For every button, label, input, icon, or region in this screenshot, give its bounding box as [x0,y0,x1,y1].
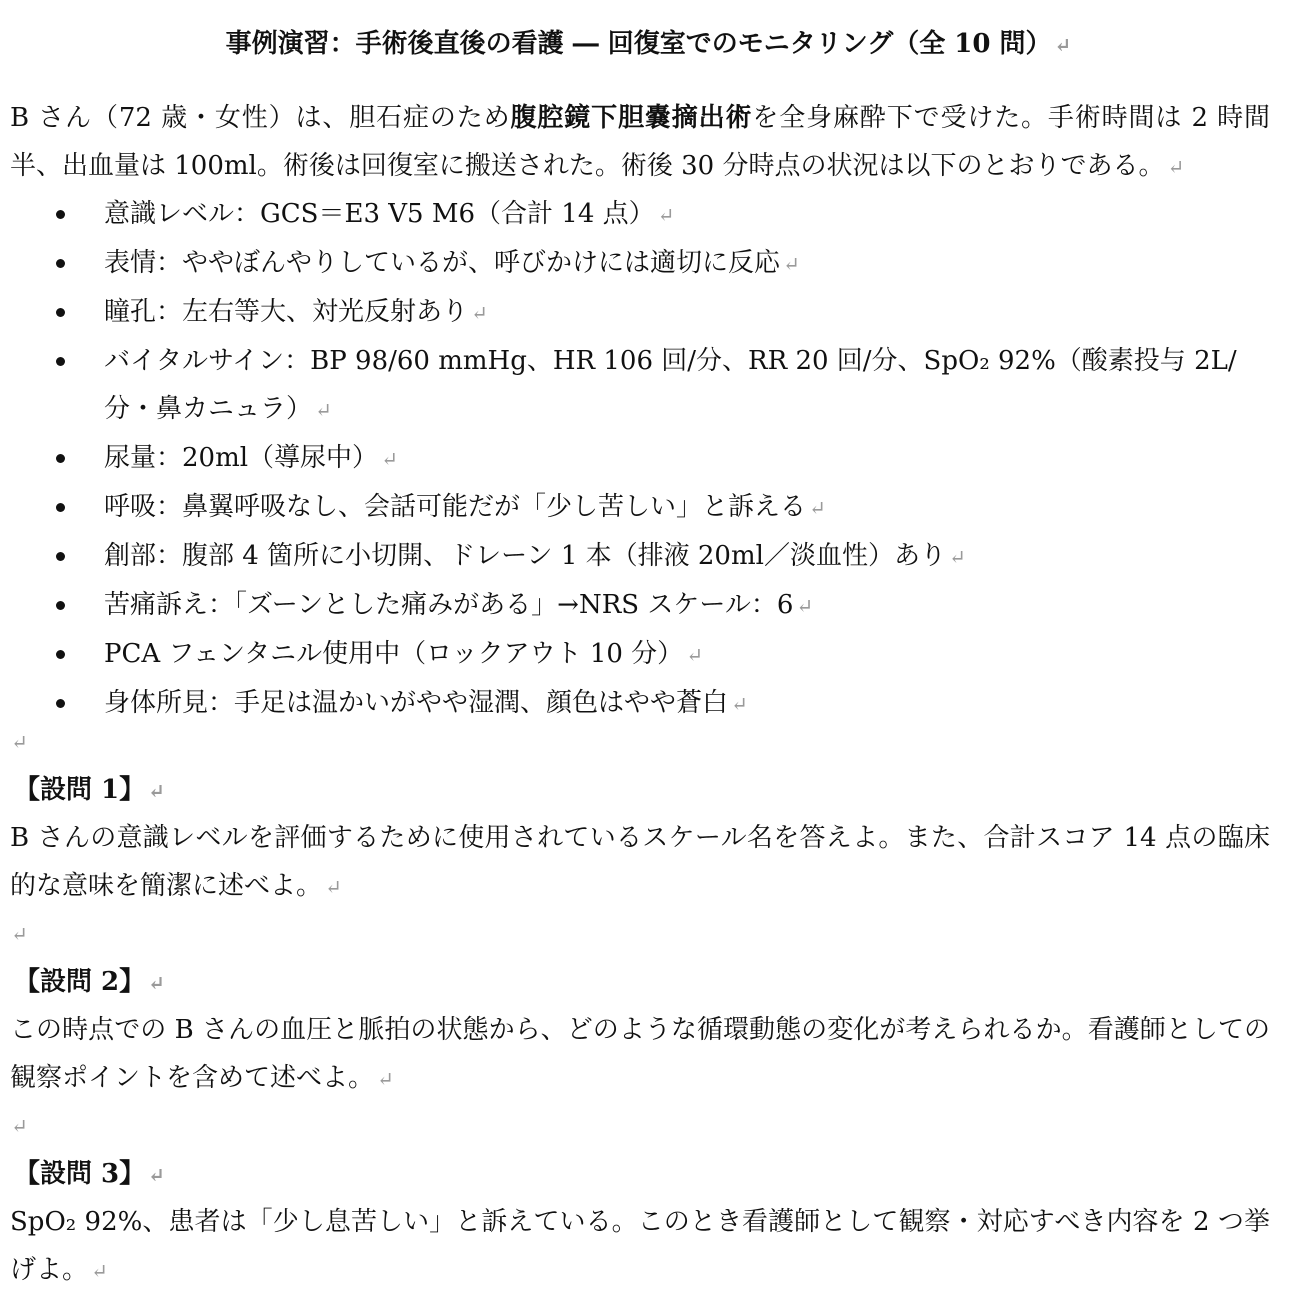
bullet-icon [56,650,65,659]
list-item [0,337,1264,434]
finding-text: 身体所見：手足は温かいがやや湿潤、顔色はやや蒼白 [104,688,729,718]
paragraph-mark: ↵ [148,971,165,995]
case-intro-text-end: を全身麻酔下で受けた。手術時間は 2 時間半、出血量は 100ml。術後は回復室に搬送された。術後 30 分時点の状況は以下のとおりである。 [10,103,1270,181]
question-heading-text: 【設問 2】 [14,967,146,997]
finding-text: 苦痛訴え：「ズーンとした痛みがある」→NRS スケール：6 [104,590,794,620]
question-body: SpO₂ 92%、患者は「少し息苦しい」と訴えている。このとき看護師として観察・対応すべき内容を 2 つ挙げよ。 [10,1207,1270,1285]
finding-text: PCA フェンタニル使用中（ロックアウト 10 分） [104,639,684,669]
bullet-icon [56,210,65,219]
finding-text: バイタルサイン：BP 98/60 mmHg、HR 106 回/分、RR 20 回/分、SpO₂ 92%（酸素投与 2L/分・鼻カニュラ） [104,346,1237,424]
bullet-icon [56,357,65,366]
paragraph-mark: ↵ [731,692,748,716]
case-intro-text: B さん（72 歳・女性）は、胆石症のため [10,103,511,133]
question-1-text [10,814,1270,911]
document-title [0,24,1297,65]
question-2-text [10,1006,1270,1103]
list-item [0,630,1264,679]
list-item [0,679,1264,728]
bullet-icon [56,454,65,463]
finding-text: 創部：腹部 4 箇所に小切開、ドレーン 1 本（排液 20ml／淡血性）あり [104,541,946,571]
finding-text: 表情：ややぼんやりしているが、呼びかけには適切に反応 [104,248,781,278]
findings-list [0,190,1297,728]
question-3-heading [14,1150,165,1199]
question-1-heading [14,766,165,815]
question-body: この時点での B さんの血圧と脈拍の状態から、どのような循環動態の変化が考えられるか。看護師としての観察ポイントを含めて述べよ。 [10,1015,1270,1093]
paragraph-mark: ↵ [657,203,675,227]
paragraph-mark: ↵ [315,398,332,422]
finding-text: 瞳孔：左右等大、対光反射あり [104,297,469,327]
question-2-heading [14,958,165,1007]
bullet-icon [56,552,65,561]
paragraph-mark: ↵ [796,594,814,618]
bullet-icon [56,601,65,610]
question-heading-text: 【設問 1】 [14,775,146,805]
bullet-icon [56,259,65,268]
list-item [0,190,1264,239]
list-item [0,581,1264,630]
paragraph-mark: ↵ [948,545,966,569]
list-item [0,483,1264,532]
paragraph-mark: ↵ [381,447,398,471]
list-item [0,532,1264,581]
paragraph-mark: ↵ [783,252,800,276]
paragraph-mark: ↵ [686,643,703,667]
finding-text: 尿量：20ml（導尿中） [104,443,379,473]
question-heading-text: 【設問 3】 [14,1159,146,1189]
bullet-icon [56,699,65,708]
paragraph-mark: ↵ [148,779,165,803]
paragraph-mark: ↵ [148,1163,165,1187]
empty-paragraph-mark: ↵ [11,1114,28,1138]
case-intro [10,94,1270,191]
paragraph-mark: ↵ [325,875,342,899]
empty-paragraph-mark: ↵ [11,730,28,754]
paragraph-mark: ↵ [377,1067,394,1091]
paragraph-mark: ↵ [471,301,488,325]
list-item [0,288,1264,337]
bullet-icon [56,308,65,317]
question-3-text [10,1198,1270,1295]
list-item [0,239,1264,288]
paragraph-mark: ↵ [1167,155,1185,179]
title-text: 事例演習：手術後直後の看護 ― 回復室でのモニタリング（全 10 問） [225,29,1052,59]
question-body: B さんの意識レベルを評価するために使用されているスケール名を答えよ。また、合計スコア 14 点の臨床的な意味を簡潔に述べよ。 [10,823,1270,901]
empty-paragraph-mark: ↵ [11,922,28,946]
bullet-icon [56,503,65,512]
paragraph-mark: ↵ [1054,33,1072,57]
list-item [0,434,1264,483]
finding-text: 呼吸：鼻翼呼吸なし、会話可能だが「少し苦しい」と訴える [104,492,807,522]
surgery-name: 腹腔鏡下胆嚢摘出術 [510,103,753,133]
paragraph-mark: ↵ [809,496,826,520]
finding-text: 意識レベル：GCS＝E3 V5 M6（合計 14 点） [104,199,655,229]
paragraph-mark: ↵ [91,1259,108,1283]
